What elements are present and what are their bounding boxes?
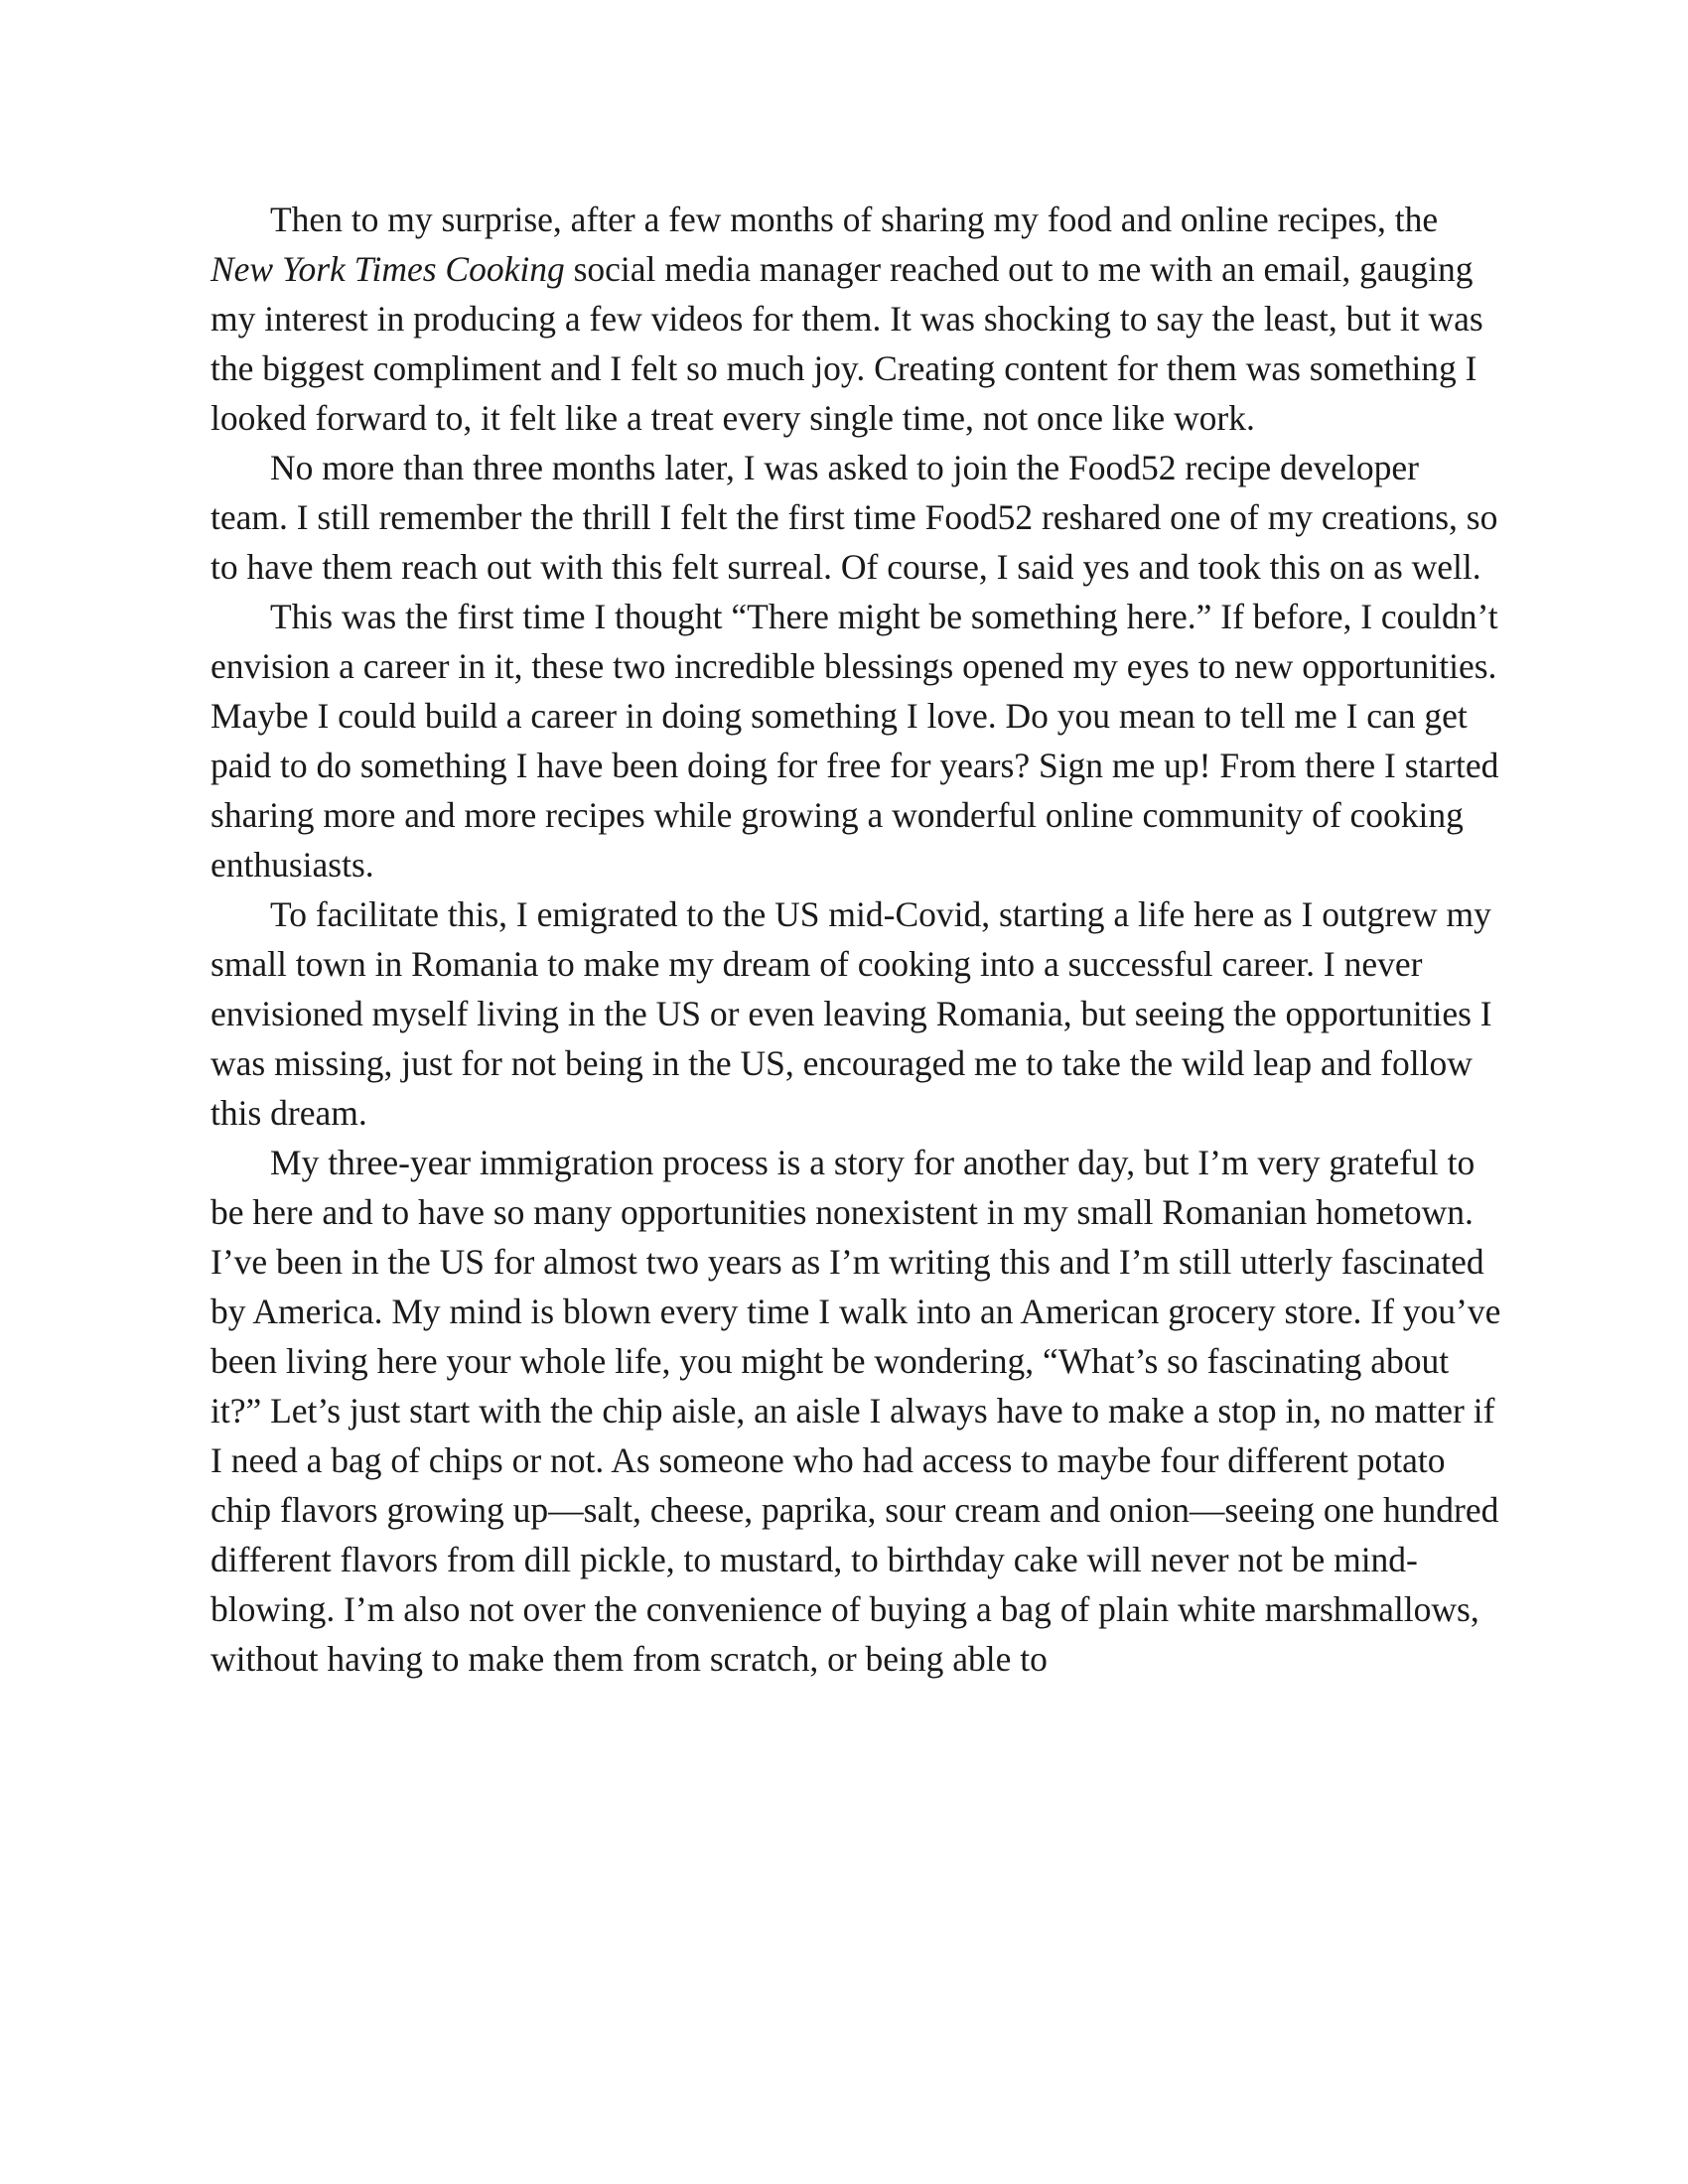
paragraph-emigration: To facilitate this, I emigrated to the US mid-Covid, starting a life here as I outgrew my small town in Romania to make my dream of cooking into a successful career. I never envisioned myself living in the US or even leaving Romania, but seeing the opportunities I was missing, just for not being in the US, encouraged me to take the wild leap and follow this dream. [211,894,1492,1133]
paragraph-text: Then to my surprise, after a few months of sharing my food and online recipes, the [270,200,1439,239]
paragraph-something-here: This was the first time I thought “There might be something here.” If before, I couldn’t envision a career in it, these two incredible blessings opened my eyes to new opportunities. Maybe I could build a career in doing something I love. Do you mean to tell me I can get paid to do something I have been doing for free for years? Sign me up! From there I started sharing more and more recipes while growing a wonderful online community of cooking enthusiasts. [211,597,1499,885]
paragraph-nyt-cooking [211,195,1501,443]
paragraph-text: social media manager reached out to me with an email, gauging my interest in producing a few videos for them. It was shocking to say the least, but it was the biggest compliment and I felt so much joy. Creating content for them was something I looked forward to, it felt like a treat every single time, not once like work. [211,249,1483,438]
page-body [211,195,1501,1684]
paragraph-food52: No more than three months later, I was asked to join the Food52 recipe developer team. I still remember the thrill I felt the first time Food52 reshared one of my creations, so to have them reach out with this felt surreal. Of course, I said yes and took this on as well. [211,448,1498,587]
paragraph-immigration-process: My three-year immigration process is a story for another day, but I’m very grateful to be here and to have so many opportunities nonexistent in my small Romanian hometown. I’ve been in the US for almost two years as I’m writing this and I’m still utterly fascinated by America. My mind is blown every time I walk into an American grocery store. If you’ve been living here your whole life, you might be wondering, “What’s so fascinating about it?” Let’s just start with the chip aisle, an aisle I always have to make a stop in, no matter if I need a bag of chips or not. As someone who had access to maybe four different potato chip flavors growing up—salt, cheese, paprika, sour cream and onion—seeing one hundred different flavors from dill pickle, to mustard, to birthday cake will never not be mind-blowing. I’m also not over the convenience of buying a bag of plain white marshmallows, without having to make them from scratch, or being able to [211,1143,1501,1679]
publication-title: New York Times Cooking [211,249,565,289]
